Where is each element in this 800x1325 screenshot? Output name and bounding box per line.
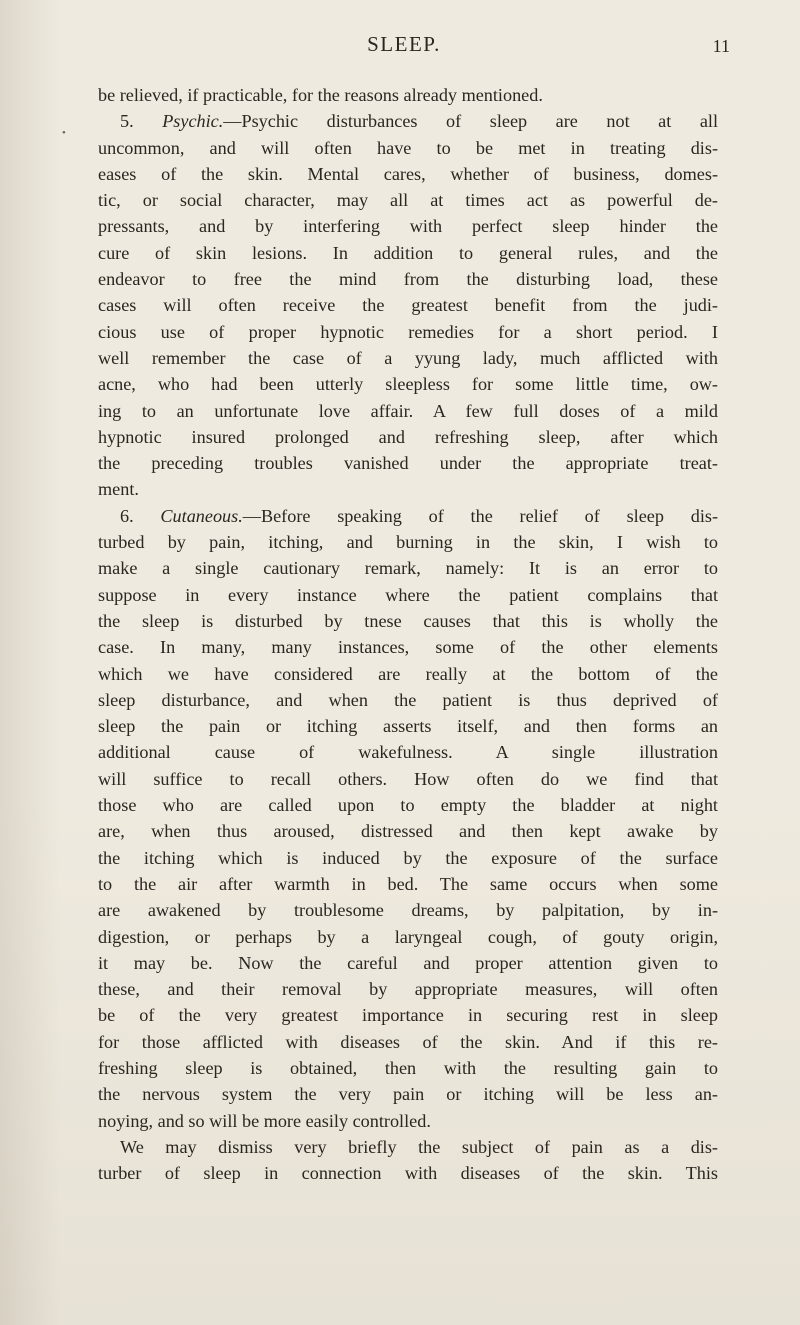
text-line: acne, who had been utterly sleepless for some little time, ow- — [98, 374, 718, 395]
text-line: will suffice to recall others. How often do we find that — [98, 768, 718, 789]
text-line: —Psychic disturbances of sleep are not at all — [223, 111, 718, 132]
section-heading-psychic: Psychic. — [162, 111, 224, 132]
text-line: be of the very greatest importance in securing rest in sleep — [98, 1005, 718, 1026]
text-line: are awakened by troublesome dreams, by palpitation, by in- — [98, 900, 718, 921]
text-line: which we have considered are really at the bottom of the — [98, 663, 718, 684]
text-line: well remember the case of a yyung lady, much afflicted with — [98, 347, 718, 368]
text-line: are, when thus aroused, distressed and then kept awake by — [98, 821, 718, 842]
text-line: endeavor to free the mind from the disturbing load, these — [98, 269, 718, 290]
text-line: cure of skin lesions. In addition to general rules, and the — [98, 242, 718, 263]
text-line: We may dismiss very briefly the subject of pain as a dis- — [120, 1136, 718, 1157]
text-line: hypnotic insured prolonged and refreshing sleep, after which — [98, 426, 718, 447]
text-line: turber of sleep in connection with diseases of the skin. This — [98, 1163, 718, 1184]
margin-mark-icon: • — [62, 127, 66, 139]
text-line: sleep the pain or itching asserts itself, and then forms an — [98, 716, 718, 737]
text-line: it may be. Now the careful and proper attention given to — [98, 952, 718, 973]
text-line: —Before speaking of the relief of sleep dis- — [242, 505, 719, 526]
page-number: 11 — [712, 36, 730, 56]
text-line: the preceding troubles vanished under the appropriate treat- — [98, 453, 718, 474]
text-line: suppose in every instance where the patient complains that — [98, 584, 718, 605]
text-line-section-6 — [98, 503, 718, 529]
text-line: freshing sleep is obtained, then with the resulting gain to — [98, 1057, 718, 1078]
body-text — [98, 82, 718, 1186]
text-line: to the air after warmth in bed. The same occurs when some — [98, 873, 718, 894]
running-head-title: SLEEP. — [367, 32, 441, 56]
running-head — [0, 30, 800, 60]
text-line-section-5 — [98, 108, 718, 134]
section-number: 6. — [120, 505, 134, 526]
text-line: those who are called upon to empty the bladder at night — [98, 795, 718, 816]
text-line: the sleep is disturbed by tnese causes that this is wholly the — [98, 610, 718, 631]
text-line: pressants, and by interfering with perfect sleep hinder the — [98, 216, 718, 237]
text-line: be relieved, if practicable, for the reasons already mentioned. — [98, 85, 543, 105]
text-line: uncommon, and will often have to be met in treating dis- — [98, 137, 718, 158]
text-line: turbed by pain, itching, and burning in the skin, I wish to — [98, 532, 718, 553]
text-line: cases will often receive the greatest benefit from the judi- — [98, 295, 718, 316]
text-line: make a single cautionary remark, namely: It is an error to — [98, 558, 718, 579]
section-heading-cutaneous: Cutaneous. — [160, 505, 243, 526]
text-line: tic, or social character, may all at times act as powerful de- — [98, 190, 718, 211]
text-line: ment. — [98, 479, 139, 500]
text-line: noying, and so will be more easily controlled. — [98, 1110, 431, 1131]
text-line: for those afflicted with diseases of the skin. And if this re- — [98, 1031, 718, 1052]
text-line: case. In many, many instances, some of the other elements — [98, 637, 718, 658]
text-line: eases of the skin. Mental cares, whether of business, domes- — [98, 163, 718, 184]
text-line: additional cause of wakefulness. A single illustration — [98, 742, 718, 763]
text-line: the itching which is induced by the exposure of the surface — [98, 847, 718, 868]
text-line: digestion, or perhaps by a laryngeal cough, of gouty origin, — [98, 926, 718, 947]
section-number: 5. — [120, 111, 134, 132]
text-line: cious use of proper hypnotic remedies for a short period. I — [98, 321, 718, 342]
text-line: the nervous system the very pain or itching will be less an- — [98, 1084, 718, 1105]
text-line: sleep disturbance, and when the patient is thus deprived of — [98, 689, 718, 710]
text-line: these, and their removal by appropriate measures, will often — [98, 979, 718, 1000]
text-line: ing to an unfortunate love affair. A few full doses of a mild — [98, 400, 718, 421]
